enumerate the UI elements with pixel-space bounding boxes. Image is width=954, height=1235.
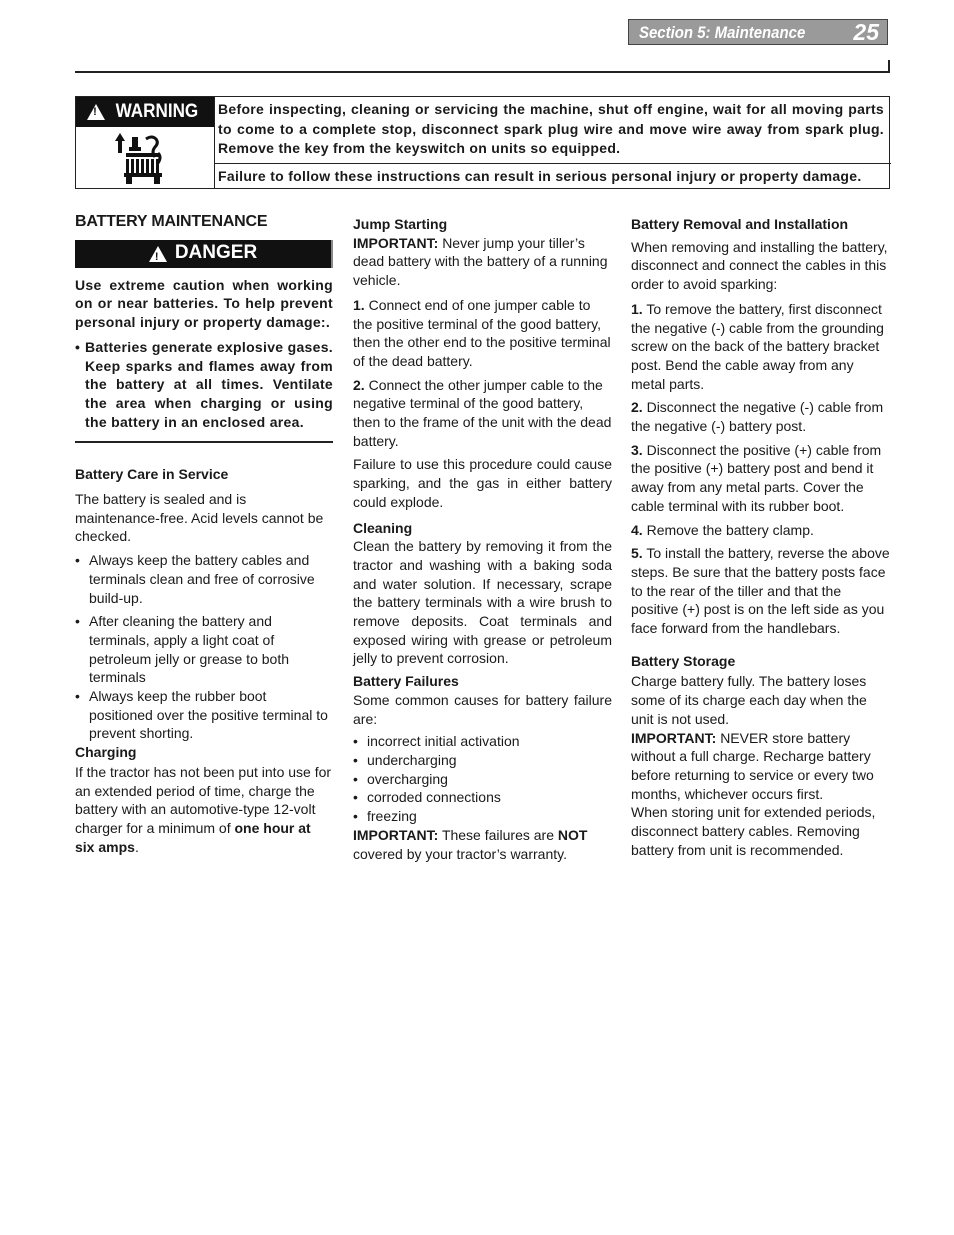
cleaning-text: Clean the battery by removing it from the tractor and washing with a baking soda and water solution. If necessary, scrape the battery terminals with a wire brush to remove deposits. Coat terminals and exposed wiring with grease or petroleum jelly to prevent corrosion.: [353, 538, 612, 667]
battery-removal-heading: Battery Removal and Installation: [631, 216, 849, 232]
battery-storage-text: Charge battery fully. The battery loses some of its charge each day when the unit is not used.: [631, 673, 867, 727]
battery-storage-text-2: When storing unit for extended periods, disconnect battery cables. Removing battery from unit is recommended.: [631, 804, 876, 858]
section-title: Section 5: Maintenance: [639, 23, 806, 42]
battery-maintenance-heading: BATTERY MAINTENANCE: [75, 213, 268, 230]
charging-text: If the tractor has not been put into use for an extended period of time, charge the battery with an automotive-type 12-volt charger for a minimum of one hour at six amps.: [75, 763, 332, 855]
column-1: [75, 213, 333, 856]
warning-label-panel: [76, 97, 215, 188]
failure-item-2: • undercharging: [353, 751, 612, 770]
failure-item-1: • incorrect initial activation: [353, 732, 612, 751]
jump-starting-heading: Jump Starting: [353, 216, 448, 232]
jump-step-2: 2. Connect the other jumper cable to the negative terminal of the good battery, then to the frame of the unit with the dead battery.: [353, 376, 612, 449]
column-3: [631, 215, 890, 860]
charging-heading: Charging: [75, 744, 137, 761]
jump-important: IMPORTANT: Never jump your tiller’s dead battery with the battery of a running vehicle.: [353, 234, 608, 289]
danger-label: ! DANGER: [75, 240, 333, 268]
warning-text: [218, 100, 884, 189]
danger-intro: Use extreme caution when working on or near batteries. To help prevent personal injury or property damage:.: [75, 276, 333, 331]
danger-bullet: • Batteries generate explosive gases. Keep sparks and flames away from the battery at all times. Ventilate the area when charging or using the battery in an enclosed area.: [75, 338, 333, 430]
failure-item-3: • overcharging: [353, 770, 612, 789]
header-rule: [75, 71, 890, 73]
removal-step-1: 1. To remove the battery, first disconnect the negative (-) cable from the grounding screw on the back of the battery bracket post. Bend the cable away from any metal parts.: [631, 300, 884, 392]
storage-important: IMPORTANT: NEVER store battery without a full charge. Recharge battery before returning to service or every two months, whichever occurs first.: [631, 729, 874, 802]
care-bullet-1: • Always keep the battery cables and terminals clean and free of corrosive build-up.: [75, 551, 333, 607]
battery-failures-text: Some common causes for battery failure are:: [353, 691, 612, 727]
battery-care-text: The battery is sealed and is maintenance-free. Acid levels cannot be checked.: [75, 491, 324, 545]
removal-step-5: 5. To install the battery, reverse the above steps. Be sure that the battery posts face to the rear of the tiller and that the positive (+) post is on the left side as you face forward from the handlebars.: [631, 545, 890, 637]
warning-text-instructions: Before inspecting, cleaning or servicing the machine, shut off engine, wait for all moving parts to come to a complete stop, disconnect spark plug wire and move wire away from spark plug. Remove the key from the keyswitch on units so equipped.: [218, 101, 884, 156]
removal-step-3: 3. Disconnect the positive (+) cable from the positive (+) battery post and bend it away from any metal parts. Cover the cable terminal with its rubber boot.: [631, 441, 882, 514]
section-header: [628, 19, 888, 45]
battery-care-heading: Battery Care in Service: [75, 466, 229, 483]
failures-important: IMPORTANT: These failures are NOT covered by your tractor’s warranty.: [353, 826, 588, 862]
page-number: 25: [853, 19, 879, 45]
battery-storage-heading: Battery Storage: [631, 652, 736, 669]
failure-item-5: • freezing: [353, 807, 612, 826]
care-bullet-3: • Always keep the rubber boot positioned over the positive terminal to prevent shorting.: [75, 687, 333, 743]
warning-box: [75, 96, 890, 189]
alert-triangle-icon: [149, 246, 167, 262]
spark-plug-disconnect-icon: [112, 131, 174, 185]
warning-text-consequence: Failure to follow these instructions can result in serious personal injury or property damage.: [214, 163, 891, 187]
danger-divider: [75, 441, 333, 443]
battery-removal-text: When removing and installing the battery, disconnect and connect the cables in this order to avoid sparking:: [631, 238, 888, 293]
failure-item-4: • corroded connections: [353, 788, 612, 807]
jump-step-1: 1. Connect end of one jumper cable to the positive terminal of the good battery, then the other end to the positive terminal of the dead battery.: [353, 296, 611, 369]
removal-step-2: 2. Disconnect the negative (-) cable from the negative (-) battery post.: [631, 399, 884, 435]
cleaning-heading: Cleaning: [353, 519, 413, 536]
header-rule-tick: [888, 60, 890, 73]
removal-step-4: 4. Remove the battery clamp.: [631, 521, 814, 538]
jump-failure-text: Failure to use this procedure could cause sparking, and the gas in either battery could explode.: [353, 456, 612, 510]
alert-triangle-icon: [87, 104, 105, 120]
battery-failures-heading: Battery Failures: [353, 673, 459, 690]
warning-label: ! WARNING: [76, 97, 214, 127]
care-bullet-2: • After cleaning the battery and terminals, apply a light coat of petroleum jelly or grease to both terminals: [75, 612, 333, 687]
column-2: [353, 215, 612, 863]
